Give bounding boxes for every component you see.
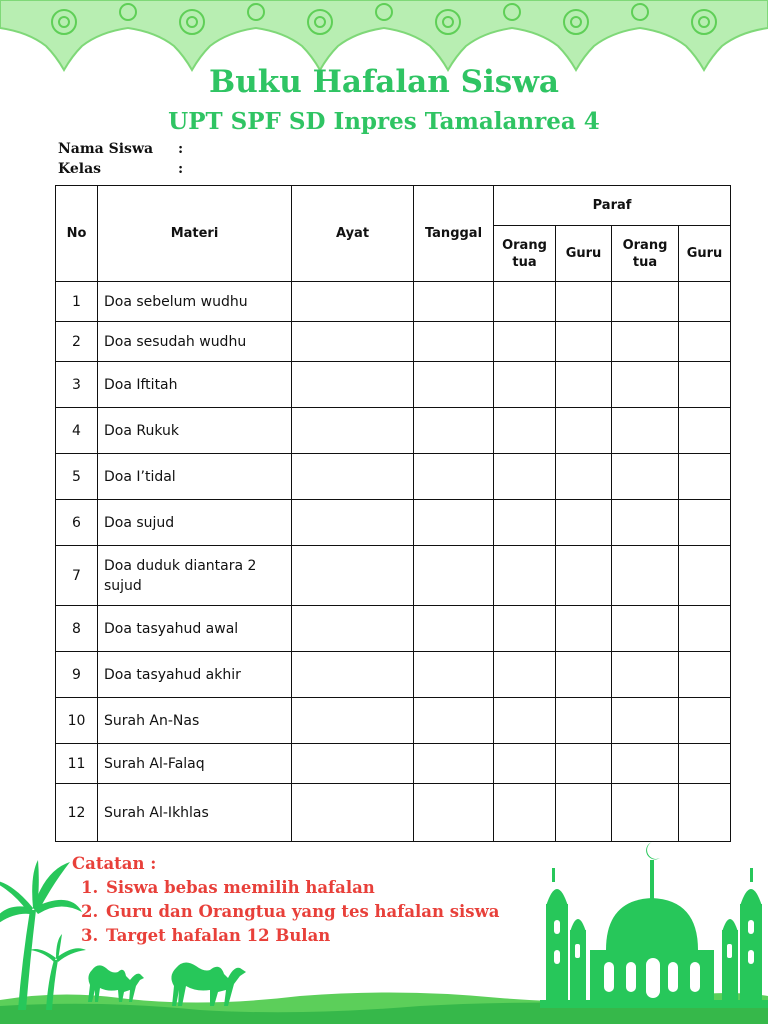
- cell-paraf-guru-1[interactable]: [556, 454, 612, 500]
- cell-paraf-orang-tua-1[interactable]: [494, 546, 556, 606]
- cell-paraf-orang-tua-2[interactable]: [612, 652, 679, 698]
- cell-tanggal[interactable]: [414, 282, 494, 322]
- cell-paraf-guru-2[interactable]: [679, 282, 731, 322]
- table-row: [56, 652, 731, 698]
- cell-ayat[interactable]: [292, 652, 414, 698]
- row-materi: Doa tasyahud awal: [98, 606, 292, 652]
- table-row: [56, 454, 731, 500]
- cell-paraf-orang-tua-1[interactable]: [494, 408, 556, 454]
- class-field: [58, 161, 183, 177]
- cell-paraf-guru-2[interactable]: [679, 546, 731, 606]
- cell-paraf-guru-2[interactable]: [679, 698, 731, 744]
- cell-ayat[interactable]: [292, 546, 414, 606]
- cell-paraf-guru-2[interactable]: [679, 500, 731, 546]
- cell-tanggal[interactable]: [414, 652, 494, 698]
- row-materi: Doa I’tidal: [98, 454, 292, 500]
- note-item: 2. Guru dan Orangtua yang tes hafalan siswa: [104, 900, 592, 924]
- row-number: 3: [56, 362, 98, 408]
- row-number: 7: [56, 546, 98, 606]
- cell-paraf-orang-tua-2[interactable]: [612, 408, 679, 454]
- school-name: UPT SPF SD Inpres Tamalanrea 4: [168, 108, 600, 135]
- cell-ayat[interactable]: [292, 362, 414, 408]
- cell-ayat[interactable]: [292, 322, 414, 362]
- cell-tanggal[interactable]: [414, 546, 494, 606]
- row-materi: Doa duduk diantara 2 sujud: [98, 546, 292, 606]
- row-materi: Doa sebelum wudhu: [98, 282, 292, 322]
- cell-paraf-guru-1[interactable]: [556, 282, 612, 322]
- col-header-orang-tua-1: Orang tua: [494, 226, 556, 282]
- cell-paraf-orang-tua-1[interactable]: [494, 454, 556, 500]
- cell-tanggal[interactable]: [414, 784, 494, 842]
- col-header-ayat: Ayat: [292, 186, 414, 282]
- cell-paraf-orang-tua-2[interactable]: [612, 282, 679, 322]
- table-row: [56, 784, 731, 842]
- cell-ayat[interactable]: [292, 744, 414, 784]
- notes-list: [72, 876, 592, 948]
- col-header-guru-2: Guru: [679, 226, 731, 282]
- cell-tanggal[interactable]: [414, 362, 494, 408]
- row-number: 4: [56, 408, 98, 454]
- cell-paraf-orang-tua-1[interactable]: [494, 698, 556, 744]
- row-materi: Doa sesudah wudhu: [98, 322, 292, 362]
- note-item: 3. Target hafalan 12 Bulan: [104, 924, 592, 948]
- table-row: [56, 282, 731, 322]
- cell-paraf-orang-tua-1[interactable]: [494, 322, 556, 362]
- cell-paraf-guru-2[interactable]: [679, 784, 731, 842]
- cell-paraf-guru-2[interactable]: [679, 744, 731, 784]
- page-title: Buku Hafalan Siswa: [209, 64, 559, 100]
- cell-tanggal[interactable]: [414, 408, 494, 454]
- cell-paraf-guru-2[interactable]: [679, 652, 731, 698]
- cell-ayat[interactable]: [292, 500, 414, 546]
- cell-paraf-orang-tua-2[interactable]: [612, 362, 679, 408]
- cell-paraf-guru-1[interactable]: [556, 362, 612, 408]
- row-number: 12: [56, 784, 98, 842]
- cell-paraf-orang-tua-2[interactable]: [612, 322, 679, 362]
- row-number: 6: [56, 500, 98, 546]
- row-number: 2: [56, 322, 98, 362]
- cell-paraf-guru-1[interactable]: [556, 408, 612, 454]
- cell-paraf-guru-2[interactable]: [679, 408, 731, 454]
- table-row: [56, 322, 731, 362]
- table-row: [56, 500, 731, 546]
- cell-paraf-orang-tua-2[interactable]: [612, 698, 679, 744]
- cell-paraf-orang-tua-1[interactable]: [494, 784, 556, 842]
- cell-paraf-guru-2[interactable]: [679, 606, 731, 652]
- row-number: 9: [56, 652, 98, 698]
- col-header-materi: Materi: [98, 186, 292, 282]
- crescent-icon: [646, 842, 660, 859]
- cell-paraf-orang-tua-1[interactable]: [494, 652, 556, 698]
- student-name-field: [58, 141, 183, 157]
- table-row: [56, 408, 731, 454]
- cell-paraf-orang-tua-1[interactable]: [494, 362, 556, 408]
- cell-paraf-orang-tua-2[interactable]: [612, 606, 679, 652]
- row-materi: Surah Al-Ikhlas: [98, 784, 292, 842]
- col-header-paraf: Paraf: [494, 186, 731, 226]
- col-header-guru-1: Guru: [556, 226, 612, 282]
- student-name-colon: :: [178, 141, 184, 157]
- cell-paraf-guru-2[interactable]: [679, 362, 731, 408]
- row-number: 11: [56, 744, 98, 784]
- cell-paraf-orang-tua-2[interactable]: [612, 784, 679, 842]
- row-number: 8: [56, 606, 98, 652]
- cell-paraf-orang-tua-2[interactable]: [612, 454, 679, 500]
- cell-paraf-guru-1[interactable]: [556, 500, 612, 546]
- cell-tanggal[interactable]: [414, 322, 494, 362]
- row-materi: Surah Al-Falaq: [98, 744, 292, 784]
- cell-paraf-guru-1[interactable]: [556, 698, 612, 744]
- cell-tanggal[interactable]: [414, 744, 494, 784]
- cell-paraf-orang-tua-1[interactable]: [494, 606, 556, 652]
- cell-ayat[interactable]: [292, 454, 414, 500]
- row-materi: Doa sujud: [98, 500, 292, 546]
- memorization-table: [55, 185, 731, 842]
- row-number: 5: [56, 454, 98, 500]
- cell-ayat[interactable]: [292, 698, 414, 744]
- row-materi: Doa Rukuk: [98, 408, 292, 454]
- row-materi: Doa Iftitah: [98, 362, 292, 408]
- cell-tanggal[interactable]: [414, 500, 494, 546]
- cell-paraf-guru-1[interactable]: [556, 322, 612, 362]
- col-header-orang-tua-2: Orang tua: [612, 226, 679, 282]
- table-row: [56, 362, 731, 408]
- table-row: [56, 698, 731, 744]
- col-header-no: No: [56, 186, 98, 282]
- cell-tanggal[interactable]: [414, 606, 494, 652]
- cell-paraf-orang-tua-1[interactable]: [494, 282, 556, 322]
- cell-ayat[interactable]: [292, 784, 414, 842]
- cell-paraf-guru-1[interactable]: [556, 652, 612, 698]
- cell-paraf-guru-2[interactable]: [679, 454, 731, 500]
- cell-tanggal[interactable]: [414, 454, 494, 500]
- notes-heading: Catatan :: [72, 854, 157, 873]
- row-materi: Surah An-Nas: [98, 698, 292, 744]
- cell-paraf-guru-1[interactable]: [556, 546, 612, 606]
- cell-paraf-orang-tua-2[interactable]: [612, 546, 679, 606]
- cell-ayat[interactable]: [292, 606, 414, 652]
- cell-paraf-guru-1[interactable]: [556, 606, 612, 652]
- student-name-label: Nama Siswa: [58, 141, 154, 157]
- cell-paraf-orang-tua-1[interactable]: [494, 744, 556, 784]
- cell-paraf-orang-tua-1[interactable]: [494, 500, 556, 546]
- cell-paraf-guru-1[interactable]: [556, 744, 612, 784]
- row-materi: Doa tasyahud akhir: [98, 652, 292, 698]
- cell-ayat[interactable]: [292, 282, 414, 322]
- notes-section: [72, 852, 592, 948]
- table-row: [56, 606, 731, 652]
- cell-paraf-guru-1[interactable]: [556, 784, 612, 842]
- cell-paraf-guru-2[interactable]: [679, 322, 731, 362]
- note-item: 1. Siswa bebas memilih hafalan: [104, 876, 592, 900]
- cell-paraf-orang-tua-2[interactable]: [612, 744, 679, 784]
- class-colon: :: [178, 161, 184, 177]
- table-header-row: [56, 186, 731, 226]
- row-number: 10: [56, 698, 98, 744]
- cell-tanggal[interactable]: [414, 698, 494, 744]
- table-row: [56, 546, 731, 606]
- cell-paraf-orang-tua-2[interactable]: [612, 500, 679, 546]
- row-number: 1: [56, 282, 98, 322]
- table-row: [56, 744, 731, 784]
- class-label: Kelas: [58, 161, 102, 177]
- cell-ayat[interactable]: [292, 408, 414, 454]
- col-header-tanggal: Tanggal: [414, 186, 494, 282]
